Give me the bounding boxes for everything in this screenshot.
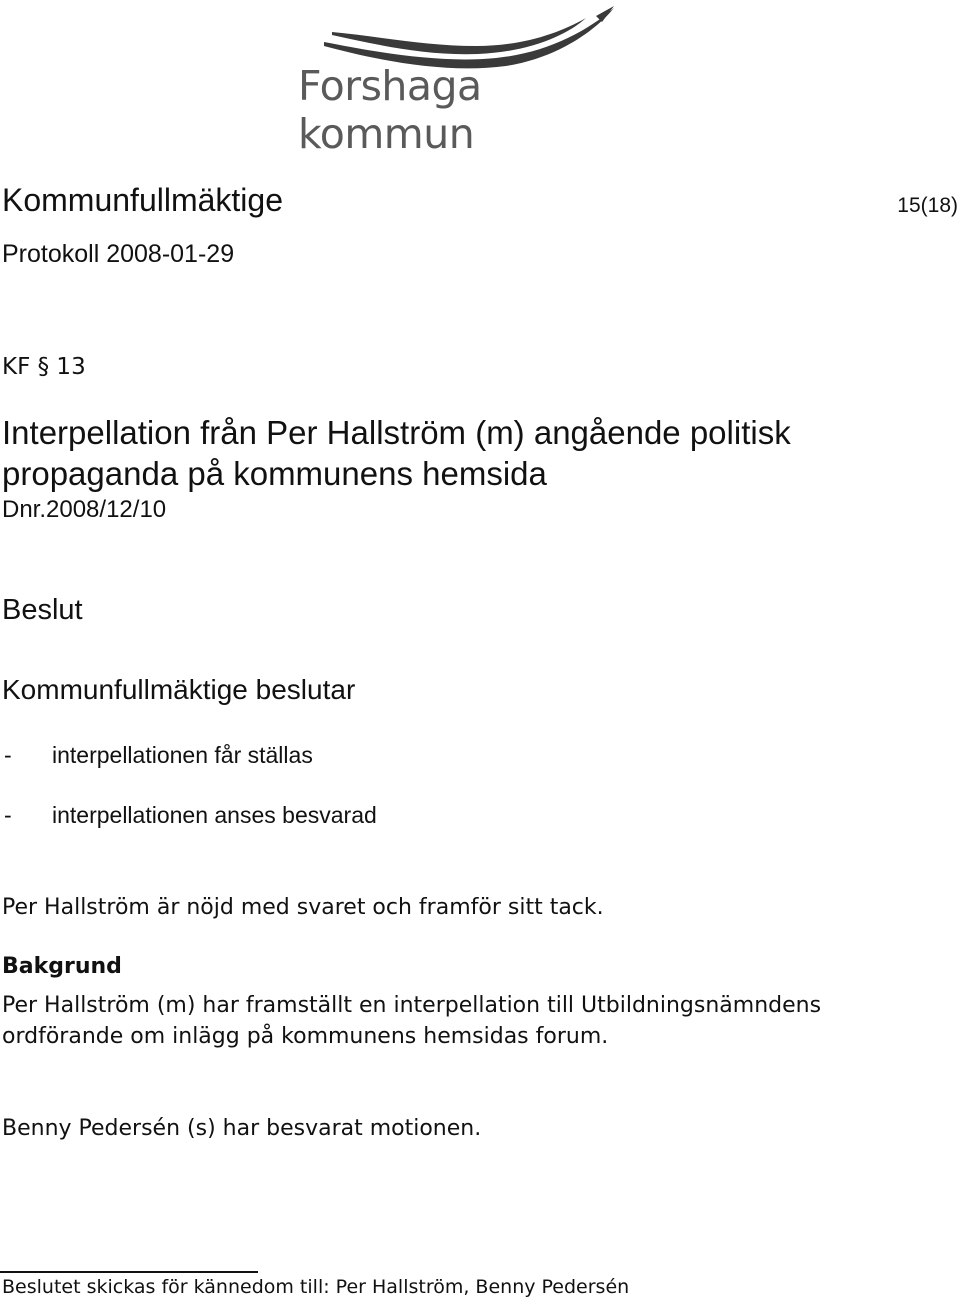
decision-heading: Beslut: [2, 594, 83, 626]
decision-item-text: interpellationen anses besvarad: [52, 802, 377, 828]
diary-number: Dnr.2008/12/10: [2, 496, 167, 523]
background-heading: Bakgrund: [2, 954, 122, 979]
document-title: Kommunfullmäktige: [2, 182, 283, 218]
answer-text: Benny Pedersén (s) har besvarat motionen.: [2, 1116, 482, 1141]
footer-divider: [0, 1271, 258, 1273]
decision-subheading: Kommunfullmäktige beslutar: [2, 674, 356, 705]
paragraph-reference: KF § 13: [2, 354, 86, 380]
list-dash: -: [4, 742, 12, 768]
decision-item: [4, 802, 377, 829]
decision-item-text: interpellationen får ställas: [52, 742, 313, 768]
logo-wordmark: Forshaga kommun: [298, 62, 482, 158]
background-text: Per Hallström (m) har framställt en interpellation till Utbildningsnämndens ordförande om inlägg på kommunens hemsidas forum.: [2, 993, 822, 1049]
forshaga-kommun-logo: [296, 2, 636, 158]
decision-item: [4, 742, 313, 769]
matter-heading: Interpellation från Per Hallström (m) angående politisk propaganda på kommunens hemsida: [2, 414, 791, 492]
list-dash: -: [4, 802, 12, 828]
page-indicator: 15(18): [897, 194, 958, 217]
decision-note: Per Hallström är nöjd med svaret och framför sitt tack.: [2, 895, 604, 920]
protocol-date: Protokoll 2008-01-29: [2, 240, 235, 268]
distribution-note: Beslutet skickas för kännedom till: Per Hallström, Benny Pedersén: [2, 1276, 630, 1298]
